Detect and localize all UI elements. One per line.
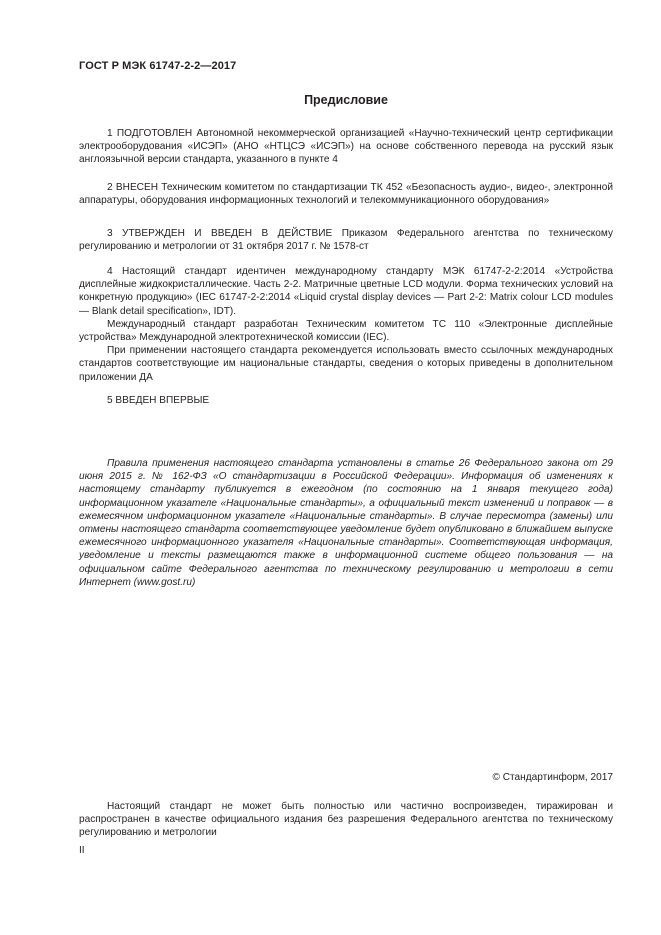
paragraph: Международный стандарт разработан Техническим комитетом ТС 110 «Электронные дисплейные устройства» Международной электротехнической комиссии (IEC). (79, 318, 613, 344)
paragraph: 3 УТВЕРЖДЕН И ВВЕДЕН В ДЕЙСТВИЕ Приказом Федерального агентства по техническому регулированию и метрологии от 31 октября 2017 г. № 1578-ст (79, 228, 613, 253)
paragraph: 1 ПОДГОТОВЛЕН Автономной некоммерческой организацией «Научно-технический центр сертификации электрооборудования «ИСЭП» (АНО «НТЦСЭ «ИСЭП») на основе собственного перевода на русский язык англоязычной версии стандарта, указанного в пункте 4 (79, 128, 613, 166)
reproduction-notice (79, 800, 613, 840)
foreword-item-4 (79, 265, 613, 384)
foreword-item-1 (79, 127, 613, 167)
paragraph: Настоящий стандарт не может быть полностью или частично воспроизведен, тиражирован и распространен в качестве официального издания без разрешения Федерального агентства по техническому регулированию и метрологии (79, 801, 613, 839)
paragraph: При применении настоящего стандарта рекомендуется использовать вместо ссылочных международных стандартов соответствующие им национальные стандарты, сведения о которых приведены в дополнительном приложении ДА (79, 345, 613, 383)
page-number: II (79, 845, 85, 856)
copyright-line: © Стандартинформ, 2017 (492, 772, 613, 783)
foreword-item-3 (79, 227, 613, 253)
paragraph: 2 ВНЕСЕН Техническим комитетом по стандартизации ТК 452 «Безопасность аудио-, видео-, электронной аппаратуры, оборудования информационных технологий и телекоммуникационного оборудования» (79, 182, 613, 207)
paragraph: 4 Настоящий стандарт идентичен международному стандарту МЭК 61747-2-2:2014 «Устройства дисплейные жидкокристаллические. Часть 2-2. Матричные цветные LCD модули. Форма технических условий на конкретную продукцию» (IEC 61747-2-2:2014 «Liquid crystal display devices — Part 2-2: Matrix colour LCD modules — Blank detail specification», IDT). (79, 266, 613, 317)
paragraph: Правила применения настоящего стандарта установлены в статье 26 Федерального закона от 29 июня 2015 г. № 162-ФЗ «О стандартизации в Российской Федерации». Информация об изменениях к настоящему стандарту публикуется в ежегодном (по состоянию на 1 января текущего года) информационном указателе «Национальные стандарты», а официальный текст изменений и поправок — в ежемесячном информационном указателе «Национальные стандарты». В случае пересмотра (замены) или отмены настоящего стандарта соответствующее уведомление будет опубликовано в ближайшем выпуске ежемесячного информационного указателя «Национальные стандарты». Соответствующая информация, уведомление и тексты размещаются также в информационной системе общего пользования — на официальном сайте Федерального агентства по техническому регулированию и метрологии в сети Интернет (www.gost.ru) (79, 458, 613, 588)
foreword-item-2 (79, 181, 613, 207)
page-title: Предисловие (304, 93, 388, 107)
foreword-item-5 (79, 394, 613, 407)
paragraph: 5 ВВЕДЕН ВПЕРВЫЕ (107, 395, 210, 406)
standard-code-header: ГОСТ Р МЭК 61747-2-2—2017 (79, 60, 237, 72)
rules-notice (79, 457, 613, 589)
